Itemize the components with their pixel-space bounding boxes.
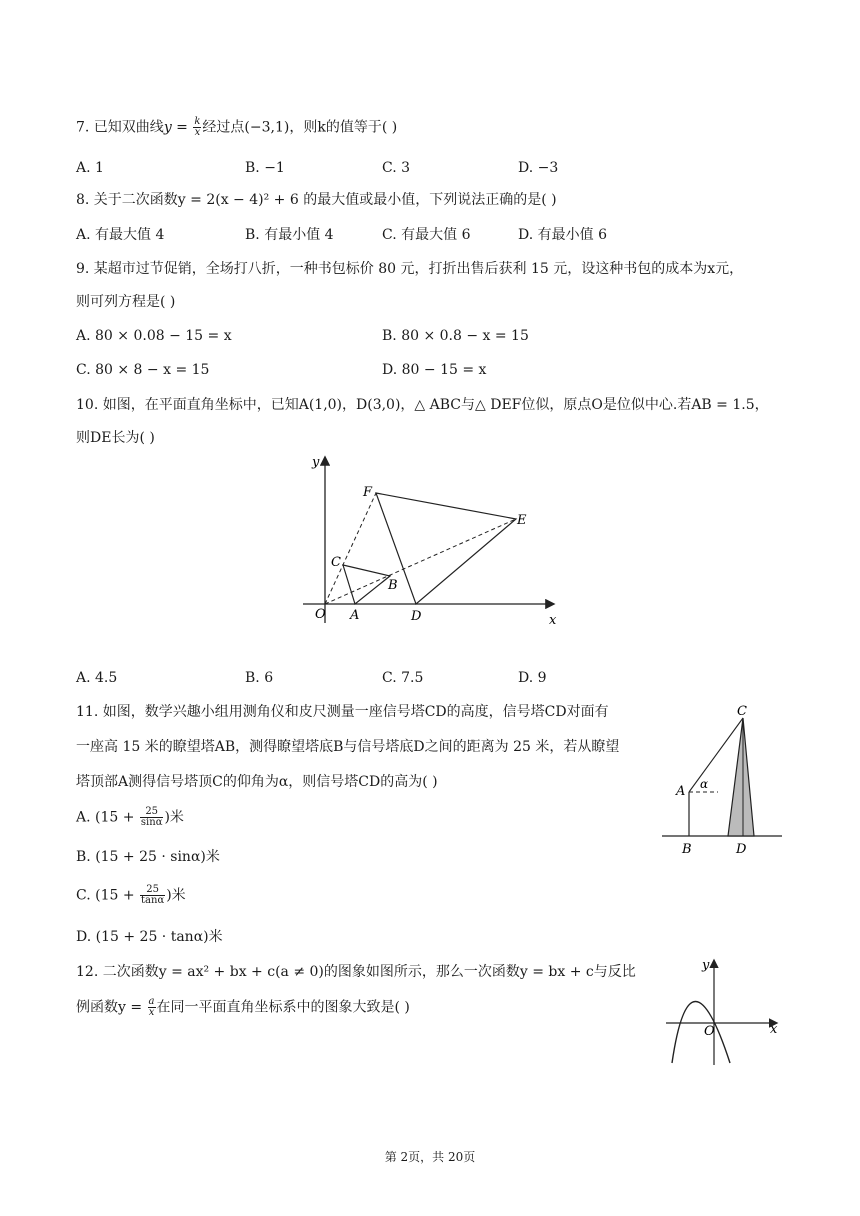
q7-option-b[interactable]: B. −1: [245, 160, 285, 176]
q11-stem-line3: 塔顶部A测得信号塔顶C的仰角为α，则信号塔CD的高为( ): [76, 774, 438, 790]
q11-stem-line1: 11. 如图，数学兴趣小组用测角仪和皮尺测量一座信号塔CD的高度，信号塔CD对面有: [76, 704, 609, 720]
q9-option-c[interactable]: C. 80 × 8 − x = 15: [76, 362, 210, 378]
q10-option-b[interactable]: B. 6: [245, 670, 274, 686]
q11-label-d: D: [736, 842, 747, 857]
q9-option-b[interactable]: B. 80 × 0.8 − x = 15: [382, 328, 529, 344]
q12-label-x: x: [770, 1022, 778, 1037]
q7-fraction: $\frac{k}{x}$: [194, 116, 201, 138]
q11-label-a: A: [676, 784, 686, 799]
q11-option-a[interactable]: A. (15 + $\frac{25}{\sin\alpha}$ )米: [76, 806, 184, 828]
q11-option-b[interactable]: B. (15 + 25 · sinα)米: [76, 849, 220, 865]
q10-label-c: C: [331, 555, 341, 570]
q9-option-d[interactable]: D. 80 − 15 = x: [382, 362, 487, 378]
q10-label-y: y: [312, 455, 320, 470]
q10-option-a[interactable]: A. 4.5: [76, 670, 118, 686]
q8-option-a[interactable]: A. 有最大值 4: [76, 227, 165, 243]
q9-stem-line2: 则可列方程是( ): [76, 294, 176, 310]
q12-figure: [662, 955, 782, 1070]
q11-option-c[interactable]: C. (15 + $\frac{25}{\tan\alpha}$ )米: [76, 884, 186, 906]
q10-label-f: F: [363, 485, 373, 500]
q11-signal-tower: [728, 718, 754, 836]
q11-label-c: C: [737, 704, 747, 719]
q10-stem-line1: 10. 如图，在平面直角坐标中，已知A(1,0)，D(3,0)，△ ABC与△ DEF位似，原点O是位似中心.若AB = 1.5，: [76, 397, 769, 413]
q11-option-a-fraction: $\frac{25}{\sin\alpha}$: [140, 806, 163, 828]
q10-label-a: A: [350, 608, 360, 623]
q11-stem-line2: 一座高 15 米的瞭望塔AB，测得瞭望塔底B与信号塔底D之间的距离为 25 米，若从瞭望: [76, 739, 620, 755]
q10-option-d[interactable]: D. 9: [518, 670, 547, 686]
q8-option-b[interactable]: B. 有最小值 4: [245, 227, 334, 243]
q9-stem-line1: 9. 某超市过节促销，全场打八折，一种书包标价 80 元，打折出售后获利 15 元，设这种书包的成本为x元，: [76, 261, 744, 277]
q8-stem: 8. 关于二次函数y = 2(x − 4)² + 6 的最大值或最小值，下列说法正确的是( ): [76, 192, 557, 208]
q12-parabola: [672, 1002, 730, 1064]
q11-option-c-fraction: $\frac{25}{\tan\alpha}$: [141, 884, 165, 906]
q10-label-e: E: [517, 513, 527, 528]
page-footer: 第 2页，共 20页: [384, 1150, 476, 1164]
q10-label-x: x: [549, 613, 557, 628]
q7-stem: 7. 已知双曲线y = $\frac{k}{x}$ 经过点(−3,1)，则k的值等于( ): [76, 116, 398, 138]
q10-label-b: B: [388, 578, 398, 593]
q10-triangle-abc: [343, 565, 390, 604]
q12-label-o: O: [704, 1024, 715, 1039]
q9-option-a[interactable]: A. 80 × 0.08 − 15 = x: [76, 328, 232, 344]
q7-option-c[interactable]: C. 3: [382, 160, 411, 176]
q12-stem-line2: 例函数y = $\frac{a}{x}$ 在同一平面直角坐标系中的图象大致是( ): [76, 996, 410, 1018]
q10-figure: [295, 448, 575, 628]
q8-option-c[interactable]: C. 有最大值 6: [382, 227, 471, 243]
q10-option-c[interactable]: C. 7.5: [382, 670, 424, 686]
q11-figure: [660, 700, 785, 860]
q10-stem-line2: 则DE长为( ): [76, 430, 155, 446]
q10-dashed-oe: [325, 519, 516, 604]
q7-option-a[interactable]: A. 1: [76, 160, 104, 176]
q8-option-d[interactable]: D. 有最小值 6: [518, 227, 607, 243]
q11-label-b: B: [682, 842, 692, 857]
q10-label-d: D: [411, 609, 422, 624]
q11-label-alpha: α: [700, 777, 709, 791]
q7-option-d[interactable]: D. −3: [518, 160, 559, 176]
q11-option-d[interactable]: D. (15 + 25 · tanα)米: [76, 929, 223, 945]
q12-stem-line1: 12. 二次函数y = ax² + bx + c(a ≠ 0)的图象如图所示，那么一次函数y = bx + c与反比: [76, 964, 636, 980]
q12-fraction: $\frac{a}{x}$: [148, 996, 155, 1018]
q10-label-o: O: [315, 607, 326, 622]
q12-label-y: y: [702, 958, 710, 973]
